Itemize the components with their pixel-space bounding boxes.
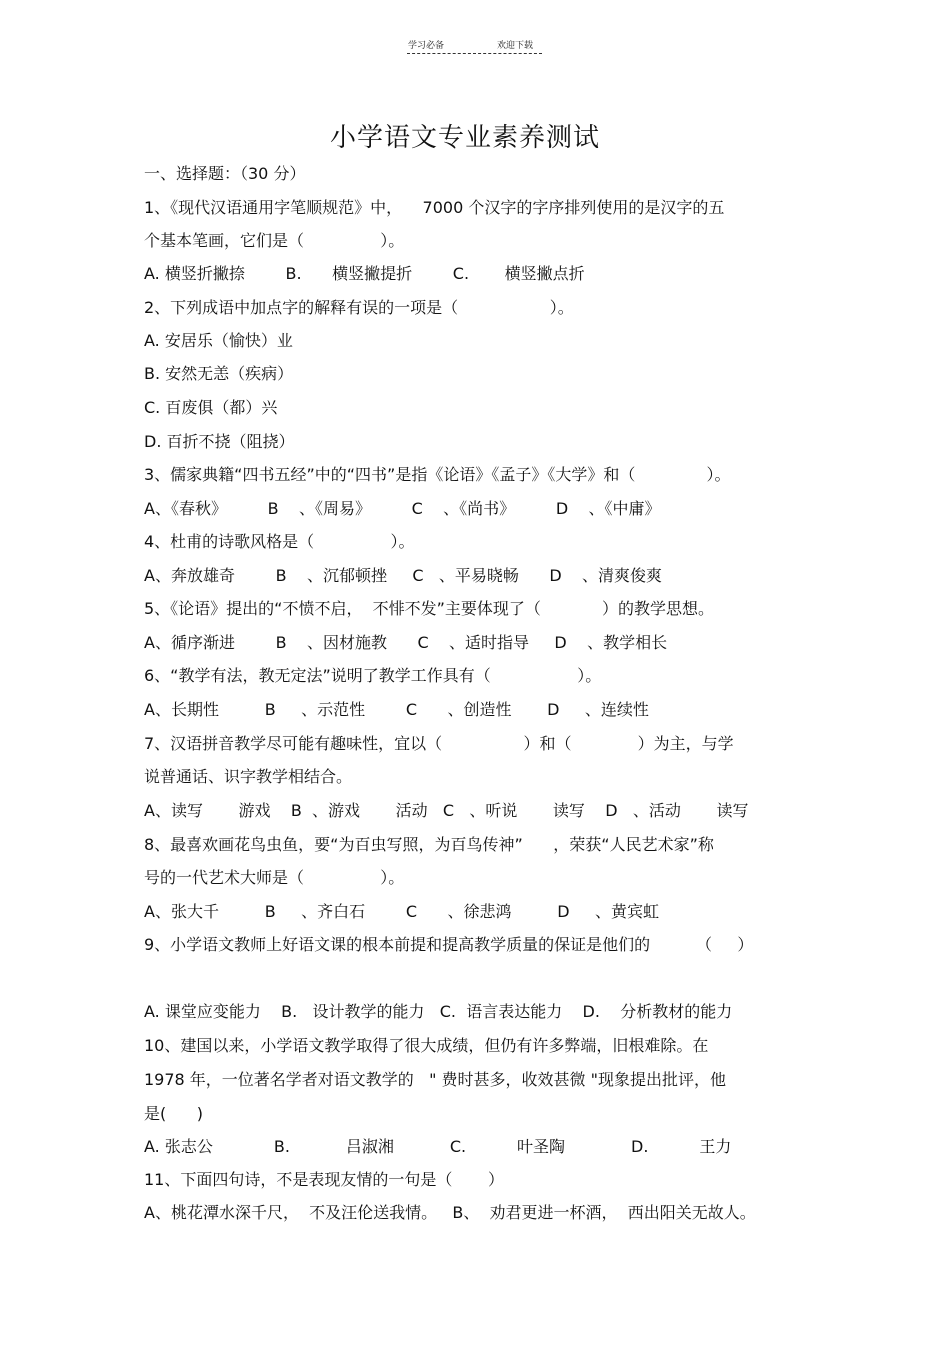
question-line: 号的一代艺术大师是（ ）。 xyxy=(144,868,405,887)
question-line: 7、汉语拼音教学尽可能有趣味性，宜以（ ）和（ ）为主，与学 xyxy=(144,734,734,753)
header-left-text: 学习必备 xyxy=(408,41,445,51)
question-line: 个基本笔画，它们是（ ）。 xyxy=(144,231,405,250)
question-line: 10、建国以来，小学语文教学取得了很大成绩，但仍有许多弊端，旧根难除。在 xyxy=(144,1036,709,1055)
option-line: A. 课堂应变能力 B. 设计教学的能力 C. 语言表达能力 D. 分析教材的能力 xyxy=(144,1002,733,1021)
option-line: A、奔放雄奇 B 、沉郁顿挫 C 、平易晓畅 D 、清爽俊爽 xyxy=(144,566,662,585)
option-line: B. 安然无恙（疾病） xyxy=(144,364,294,383)
question-line: 4、杜甫的诗歌风格是（ ）。 xyxy=(144,532,415,551)
question-line: 8、最喜欢画花鸟虫鱼，要“为百虫写照，为百鸟传神” ，荣获“人民艺术家”称 xyxy=(144,835,714,854)
page-title: 小学语文专业素养测试 xyxy=(329,123,600,153)
page-header xyxy=(0,38,950,58)
question-line: 6、“教学有法，教无定法”说明了教学工作具有（ ）。 xyxy=(144,666,602,685)
option-line: A. 横竖折撇捺 B. 横竖撇提折 C. 横竖撇点折 xyxy=(144,264,585,283)
question-line: 5、《论语》提出的“不愤不启， 不悱不发”主要体现了（ ）的教学思想。 xyxy=(144,599,714,618)
option-line: C. 百废俱（都）兴 xyxy=(144,398,278,417)
question-line: 说普通话、识字教学相结合。 xyxy=(144,767,353,786)
section-heading: 一、选择题：（30 分） xyxy=(144,164,306,183)
question-line: 是( ) xyxy=(144,1104,204,1123)
question-line: 1、《现代汉语通用字笔顺规范》中， 7000 个汉字的字序排列使用的是汉字的五 xyxy=(144,198,725,217)
option-line: A、张大千 B 、齐白石 C 、徐悲鸿 D 、黄宾虹 xyxy=(144,902,660,921)
option-line: A、桃花潭水深千尺， 不及汪伦送我情。 B、 劝君更进一杯酒， 西出阳关无故人。 xyxy=(144,1203,756,1222)
question-line: 11、下面四句诗，不是表现友情的一句是（ ） xyxy=(144,1170,504,1189)
option-line: A、读写 游戏 B 、游戏 活动 C 、听说 读写 D 、活动 读写 xyxy=(144,801,749,820)
question-line: 2、下列成语中加点字的解释有误的一项是（ ）。 xyxy=(144,298,574,317)
header-right-text: 欢迎下载 xyxy=(497,41,534,51)
option-line: D. 百折不挠（阻挠） xyxy=(144,432,295,451)
option-line: A、《春秋》 B 、《周易》 C 、《尚书》 D 、《中庸》 xyxy=(144,499,661,518)
option-line: A. 张志公 B. 吕淑湘 C. 叶圣陶 D. 王力 xyxy=(144,1137,732,1156)
option-line: A. 安居乐（愉快）业 xyxy=(144,331,293,350)
question-line: 1978 年，一位著名学者对语文教学的 " 费时甚多，收效甚微 "现象提出批评，他 xyxy=(144,1070,726,1089)
question-line: 9、小学语文教师上好语文课的根本前提和提高教学质量的保证是他们的 （ ） xyxy=(144,935,754,954)
option-line: A、循序渐进 B 、因材施教 C 、适时指导 D 、教学相长 xyxy=(144,633,668,652)
option-line: A、长期性 B 、示范性 C 、创造性 D 、连续性 xyxy=(144,700,649,719)
question-line: 3、儒家典籍“四书五经”中的“四书”是指《论语》《孟子》《大学》和（ ）。 xyxy=(144,465,731,484)
header-divider xyxy=(407,53,542,54)
